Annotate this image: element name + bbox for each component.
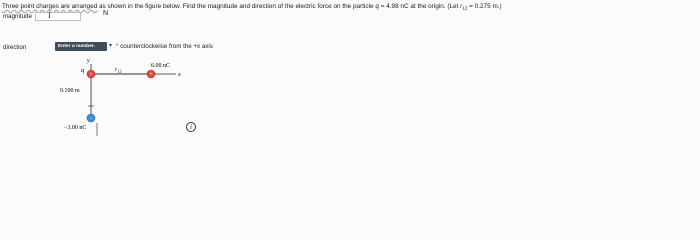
info-icon[interactable]: i — [186, 122, 196, 132]
chevron-down-icon[interactable]: ▾ — [109, 43, 113, 49]
x-axis-label: x — [178, 72, 181, 78]
direction-dropdown-label: Enter a number. — [58, 44, 95, 49]
direction-suffix: ° counterclockwise from the +x axis — [116, 43, 213, 50]
magnitude-input[interactable] — [35, 12, 81, 21]
magnitude-label: magnitude — [3, 13, 32, 20]
r-value: = 0.275 m.) — [467, 3, 502, 10]
text-cursor: I — [48, 11, 51, 20]
plus-right: + — [149, 72, 153, 79]
y-axis-label: y — [87, 58, 90, 64]
q-value: = 4.98 nC at the origin. (Let — [378, 3, 461, 10]
minus-bottom: − — [89, 116, 93, 122]
distance-label: 0.100 m — [60, 88, 80, 94]
r-subscript: 12 — [462, 5, 468, 11]
r12-label: $r_{12}$ — [115, 67, 122, 74]
r-symbol: r — [460, 3, 463, 10]
magnitude-unit: N — [103, 10, 109, 17]
charge-figure — [58, 54, 198, 140]
q-label: q — [81, 67, 85, 74]
q-symbol: q — [375, 3, 379, 10]
problem-rest: as shown in the figure below. Find the magnitude and direction of the electric force on the particle — [97, 3, 376, 10]
bottom-charge-label: −3.00 nC — [64, 125, 87, 131]
direction-dropdown[interactable] — [55, 42, 107, 51]
direction-label: direction — [3, 44, 27, 51]
right-charge-label: 6.00 nC — [151, 63, 171, 69]
problem-lead: Three point charges are arranged — [2, 3, 98, 10]
plus-q: + — [89, 72, 93, 79]
